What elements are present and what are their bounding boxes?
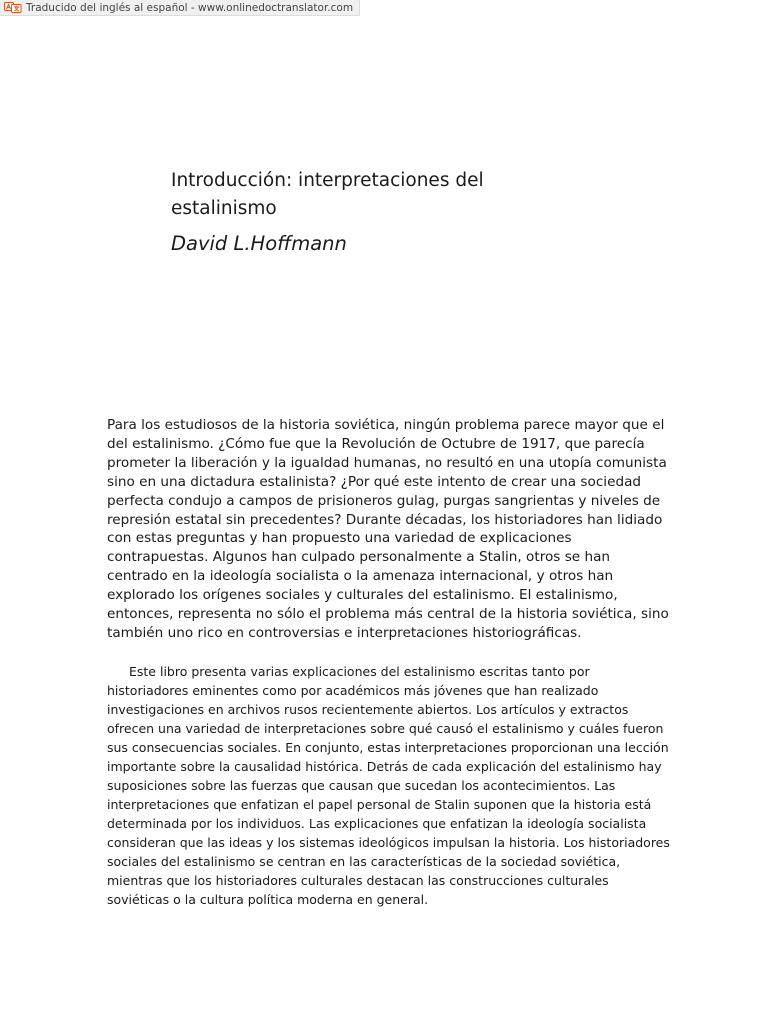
body-paragraph-1: Para los estudiosos de la historia soviética, ningún problema parece mayor que el del estalinismo. ¿Cómo fue que la Revolución de Octubre de 1917, que parecía prometer la liberación y la igualdad humanas, no resultó en una utopía comunista sino en una dictadura estalinista? ¿Por qué este intento de crear una sociedad perfecta condujo a campos de prisioneros gulag, purgas sangrientas y niveles de represión estatal sin precedentes? Durante décadas, los historiadores han lidiado con estas preguntas y han propuesto una variedad de explicaciones contrapuestas. Algunos han culpado personalmente a Stalin, otros se han centrado en la ideología socialista o la amenaza internacional, y otros han explorado los orígenes sociales y culturales del estalinismo. El estalinismo, entonces, representa no sólo el problema más central de la historia soviética, sino también uno rico en controversias e interpretaciones historiográficas. [107, 417, 669, 641]
document-title: Introducción: interpretaciones del estalinismo [171, 170, 484, 219]
translator-banner-text[interactable]: Traducido del inglés al español - www.onlinedoctranslator.com [26, 1, 354, 14]
translate-icon [4, 2, 22, 13]
body-paragraph-2: Este libro presenta varias explicaciones del estalinismo escritas tanto por historiadores eminentes como por académicos más jóvenes que han realizado investigaciones en archivos rusos recientemente abiertos. Los artículos y extractos ofrecen una variedad de interpretaciones sobre qué causó el estalinismo y cuáles fueron sus consecuencias sociales. En conjunto, estas interpretaciones proporcionan una lección importante sobre la causalidad histórica. Detrás de cada explicación del estalinismo hay suposiciones sobre las fuerzas que causan que sucedan los acontecimientos. Las interpretaciones que enfatizan el papel personal de Stalin suponen que la historia está determinada por los individuos. Las explicaciones que enfatizan la ideología socialista consideran que las ideas y los sistemas ideológicos impulsan la historia. Los historiadores sociales del estalinismo se centran en las características de la sociedad soviética, mientras que los historiadores culturales destacan las construcciones culturales soviéticas o la cultura política moderna en general. [107, 664, 670, 907]
translator-banner[interactable] [0, 0, 360, 16]
document-author: David L.Hoffmann [171, 232, 347, 255]
